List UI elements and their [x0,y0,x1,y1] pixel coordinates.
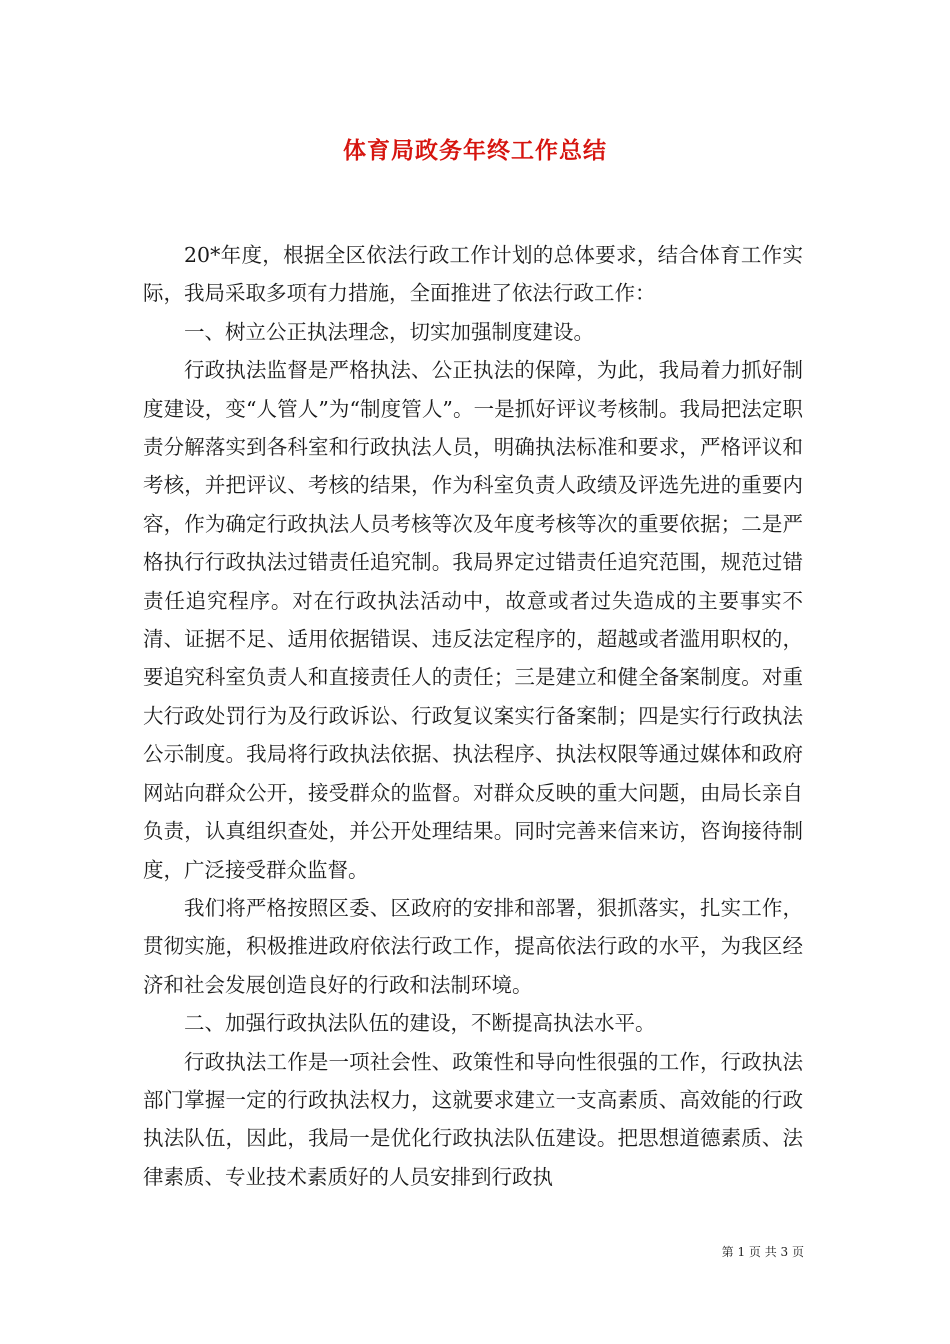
section-heading-1: 一、树立公正执法理念，切实加强制度建设。 [184,319,594,344]
paragraph-team-building: 行政执法工作是一项社会性、政策性和导向性很强的工作，行政执法部门掌握一定的行政执法权力，这就要求建立一支高素质、高效能的行政执法队伍，因此，我局一是优化行政执法队伍建设。把思想道德素质、法律素质、专业技术素质好的人员安排到行政执 [143,1049,803,1189]
page-number-footer: 第 1 页 共 3 页 [721,1245,804,1259]
document-body [143,236,803,1196]
paragraph-commitment: 我们将严格按照区委、区政府的安排和部署，狠抓落实，扎实工作，贯彻实施，积极推进政府依法行政工作，提高依法行政的水平，为我区经济和社会发展创造良好的行政和法制环境。 [143,895,803,997]
paragraph-intro: 20*年度，根据全区依法行政工作计划的总体要求，结合体育工作实际，我局采取多项有力措施，全面推进了依法行政工作： [143,243,803,306]
paragraph-supervision: 行政执法监督是严格执法、公正执法的保障，为此，我局着力抓好制度建设，变“人管人”为“制度管人”。一是抓好评议考核制。我局把法定职责分解落实到各科室和行政执法人员，明确执法标准和要求，严格评议和考核，并把评议、考核的结果，作为科室负责人政绩及评选先进的重要内容，作为确定行政执法人员考核等次及年度考核等次的重要依据；二是严格执行行政执法过错责任追究制。我局界定过错责任追究范围，规范过错责任追究程序。对在行政执法活动中，故意或者过失造成的主要事实不清、证据不足、适用依据错误、违反法定程序的，超越或者滥用职权的，要追究科室负责人和直接责任人的责任；三是建立和健全备案制度。对重大行政处罚行为及行政诉讼、行政复议案实行备案制；四是实行行政执法公示制度。我局将行政执法依据、执法程序、执法权限等通过媒体和政府网站向群众公开，接受群众的监督。对群众反映的重大问题，由局长亲自负责，认真组织查处，并公开处理结果。同时完善来信来访，咨询接待制度，广泛接受群众监督。 [143,358,803,882]
document-title: 体育局政务年终工作总结 [343,137,607,164]
section-heading-2: 二、加强行政执法队伍的建设，不断提高执法水平。 [184,1011,656,1036]
